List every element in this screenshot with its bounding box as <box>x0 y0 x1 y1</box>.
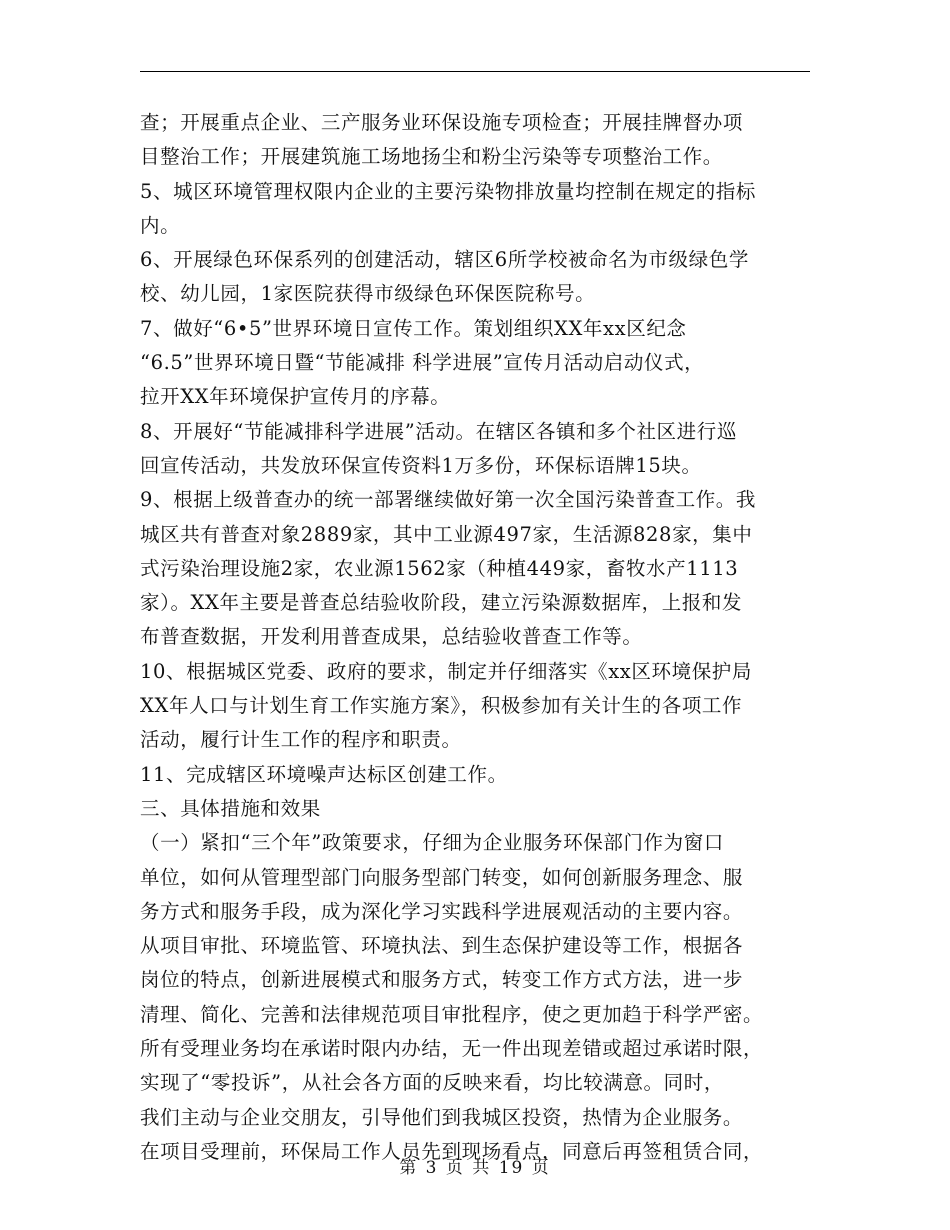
text-line: 所有受理业务均在承诺时限内办结，无一件出现差错或超过承诺时限， <box>140 1037 764 1061</box>
text-line: 查；开展重点企业、三产服务业环保设施专项检查；开展挂牌督办项 <box>140 111 744 134</box>
body-text <box>140 106 820 1169</box>
text-line: 从项目审批、环境监管、环境执法、到生态保护建设等工作，根据各 <box>140 934 744 958</box>
text-line: 目整治工作；开展建筑施工场地扬尘和粉尘污染等专项整治工作。 <box>140 145 723 169</box>
page-footer: 第 3 页 共 19 页 <box>399 1158 551 1178</box>
text-line: 清理、简化、完善和法律规范项目审批程序，使之更加趋于科学严密。 <box>140 1002 764 1026</box>
text-line: 5、城区环境管理权限内企业的主要污染物排放量均控制在规定的指标 <box>140 179 757 203</box>
text-line: 单位，如何从管理型部门向服务型部门转变，如何创新服务理念、服 <box>140 865 744 889</box>
header-rule <box>140 71 810 72</box>
text-line: 11、完成辖区环境噪声达标区创建工作。 <box>140 762 508 786</box>
text-line: 7、做好“6•5”世界环境日宣传工作。策划组织XX年xx区纪念 <box>140 316 687 340</box>
text-line: 家）。XX年主要是普查总结验收阶段，建立污染源数据库，上报和发 <box>140 591 743 615</box>
text-line: （一）紧扣“三个年”政策要求，仔细为企业服务环保部门作为窗口 <box>140 831 724 855</box>
text-line: 回宣传活动，共发放环保宣传资料1万多份，环保标语牌15块。 <box>140 453 702 477</box>
text-line: 三、具体措施和效果 <box>140 796 321 820</box>
text-line: 实现了“零投诉”，从社会各方面的反映来看，均比较满意。同时， <box>140 1071 724 1095</box>
text-line: 内。 <box>140 213 181 237</box>
text-line: 拉开XX年环境保护宣传月的序幕。 <box>140 385 451 409</box>
text-line: 式污染治理设施2家，农业源1562家（种植449家，畜牧水产1113 <box>140 556 739 580</box>
text-line: 岗位的特点，创新进展模式和服务方式，转变工作方式方法，进一步 <box>140 968 744 992</box>
text-line: 6、开展绿色环保系列的创建活动，辖区6所学校被命名为市级绿色学 <box>140 248 749 272</box>
text-line: XX年人口与计划生育工作实施方案》，积极参加有关计生的各项工作 <box>140 694 743 718</box>
text-line: 在项目受理前，环保局工作人员先到现场看点，同意后再签租赁合同， <box>140 1139 764 1163</box>
text-line: 务方式和服务手段，成为深化学习实践科学进展观活动的主要内容。 <box>140 899 744 923</box>
text-line: 布普查数据，开发利用普查成果，总结验收普查工作等。 <box>140 625 643 649</box>
text-line: 10、根据城区党委、政府的要求，制定并仔细落实《xx区环境保护局 <box>140 659 753 683</box>
text-line: “6.5”世界环境日暨“节能减排 科学进展”宣传月活动启动仪式， <box>140 351 705 375</box>
text-line: 9、根据上级普查办的统一部署继续做好第一次全国污染普查工作。我 <box>140 488 757 512</box>
text-line: 校、幼儿园，1家医院获得市级绿色环保医院称号。 <box>140 282 596 306</box>
text-line: 8、开展好“节能减排科学进展”活动。在辖区各镇和多个社区进行巡 <box>140 419 737 443</box>
text-line: 活动，履行计生工作的程序和职责。 <box>140 728 462 752</box>
text-line: 我们主动与企业交朋友，引导他们到我城区投资，热情为企业服务。 <box>140 1105 744 1129</box>
text-line: 城区共有普查对象2889家，其中工业源497家，生活源828家，集中 <box>140 522 753 546</box>
